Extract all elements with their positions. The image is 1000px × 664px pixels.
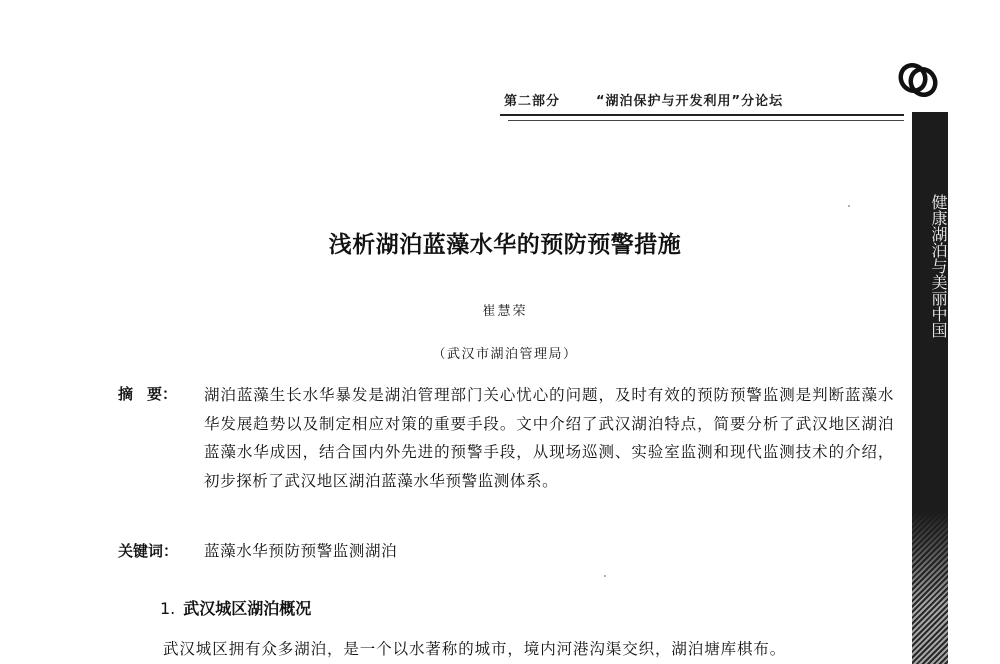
section-body-text: 武汉城区拥有众多湖泊，是一个以水著称的城市，境内河港沟渠交织，湖泊塘库棋布。	[163, 640, 787, 658]
side-tab-gradient	[912, 512, 948, 664]
double-ring-logo-icon	[896, 58, 940, 102]
running-header-part: 第二部分	[504, 94, 561, 109]
abstract-text: 湖泊蓝藻生长水华暴发是湖泊管理部门关心忧心的问题，及时有效的预防预警监测是判断蓝藻水华发展趋势以及制定相应对策的重要手段。文中介绍了武汉湖泊特点，简要分析了武汉地区湖泊蓝藻水华成因，结合国内外先进的预警手段，从现场巡测、实验室监测和现代监测技术的介绍，初步探析了武汉地区湖泊蓝藻水华预警监测体系。	[204, 386, 894, 490]
header-rule-thin	[508, 120, 904, 121]
article-affiliation: （武汉市湖泊管理局）	[432, 347, 578, 362]
article-author: 崔慧荣	[482, 304, 528, 319]
scan-speck	[604, 575, 606, 577]
section-title: 武汉城区湖泊概况	[183, 599, 312, 618]
side-tab-label: 健康湖泊与美丽中国	[929, 194, 948, 338]
section-number: 1.	[160, 599, 176, 618]
side-tab	[912, 112, 948, 664]
keywords-text: 蓝藻水华预防预警监测湖泊	[204, 542, 398, 560]
article-title: 浅析湖泊蓝藻水华的预防预警措施	[328, 232, 682, 258]
abstract-label-first: 摘	[118, 385, 134, 403]
running-header-section: “湖泊保护与开发利用”分论坛	[596, 94, 784, 109]
keywords-label: 关键词：	[118, 542, 179, 560]
header-rule	[500, 114, 904, 116]
running-header	[504, 90, 899, 110]
scan-speck	[848, 205, 850, 207]
abstract-label	[118, 383, 177, 404]
section-heading	[160, 596, 311, 619]
abstract-label-second: 要：	[147, 385, 178, 403]
